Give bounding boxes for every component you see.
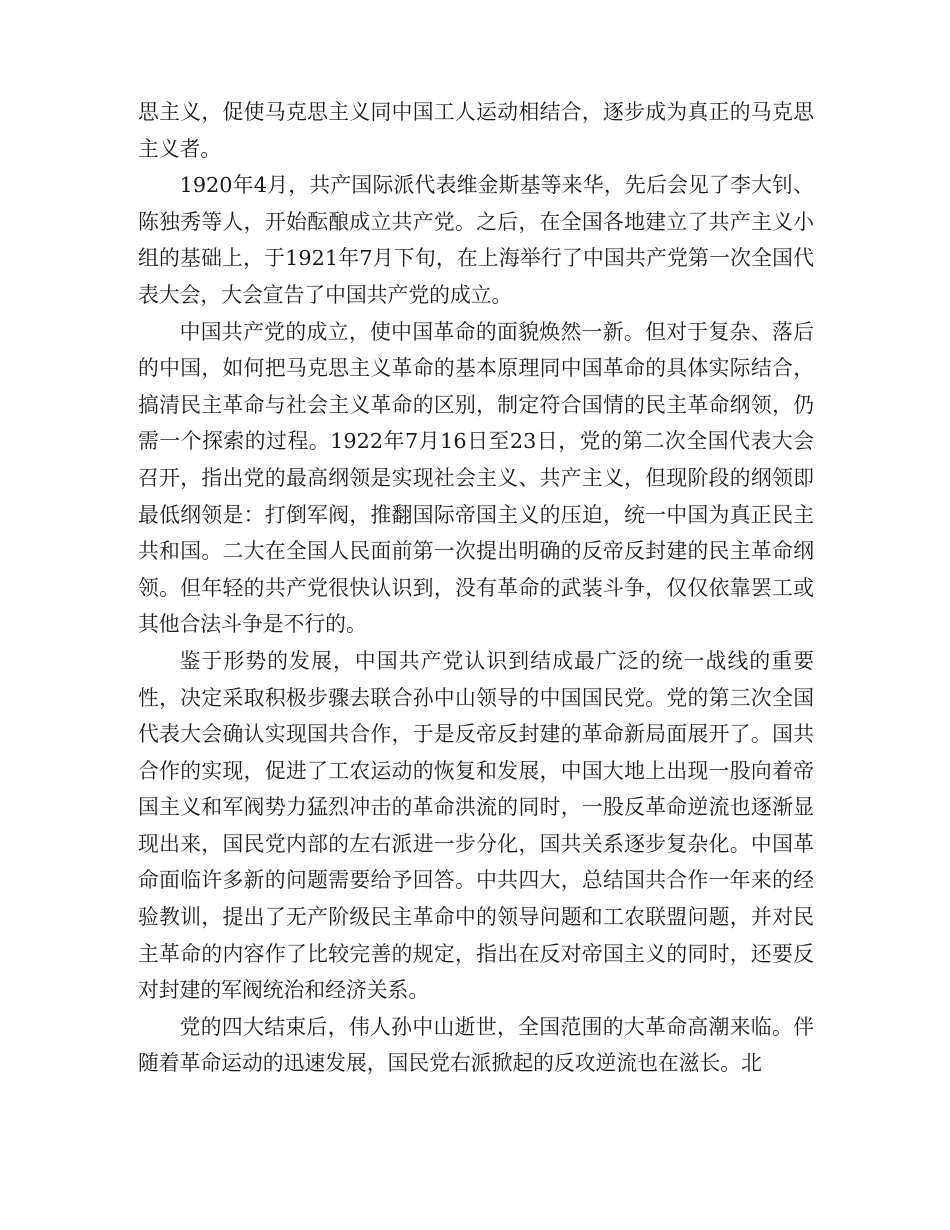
paragraph-great-revolution: 党的四大结束后，伟人孙中山逝世，全国范围的大革命高潮来临。伴随着革命运动的迅速发展，国民党右派掀起的反攻逆流也在滋长。北	[138, 1014, 814, 1076]
document-page	[138, 94, 814, 1082]
paragraph-continuation: 思主义，促使马克思主义同中国工人运动相结合，逐步成为真正的马克思主义者。	[138, 100, 814, 161]
paragraph-second-congress: 中国共产党的成立，使中国革命的面貌焕然一新。但对于复杂、落后的中国，如何把马克思主义革命的基本原理同中国革命的具体实际结合，搞清民主革命与社会主义革命的区别，制定符合国情的民主革命纲领，仍需一个探索的过程。1922年7月16日至23日，党的第二次全国代表大会召开，指出党的最高纲领是实现社会主义、共产主义，但现阶段的纲领即最低纲领是：打倒军阀，推翻国际帝国主义的压迫，统一中国为真正民主共和国。二大在全国人民面前第一次提出明确的反帝反封建的民主革命纲领。但年轻的共产党很快认识到，没有革命的武装斗争，仅仅依靠罢工或其他合法斗争是不行的。	[138, 319, 814, 637]
paragraph-comintern-founding: 1920年4月，共产国际派代表维金斯基等来华，先后会见了李大钊、陈独秀等人，开始酝酿成立共产党。之后，在全国各地建立了共产主义小组的基础上，于1921年7月下旬，在上海举行了中国共产党第一次全国代表大会，大会宣告了中国共产党的成立。	[138, 173, 814, 307]
paragraph-united-front: 鉴于形势的发展，中国共产党认识到结成最广泛的统一战线的重要性，决定采取积极步骤去联合孙中山领导的中国国民党。党的第三次全国代表大会确认实现国共合作，于是反帝反封建的革命新局面展开了。国共合作的实现，促进了工农运动的恢复和发展，中国大地上出现一股向着帝国主义和军阀势力猛烈冲击的革命洪流的同时，一股反革命逆流也逐渐显现出来，国民党内部的左右派进一步分化，国共关系逐步复杂化。中国革命面临许多新的问题需要给予回答。中共四大，总结国共合作一年来的经验教训，提出了无产阶级民主革命中的领导问题和工农联盟问题，并对民主革命的内容作了比较完善的规定，指出在反对帝国主义的同时，还要反对封建的军阀统治和经济关系。	[138, 648, 814, 1003]
